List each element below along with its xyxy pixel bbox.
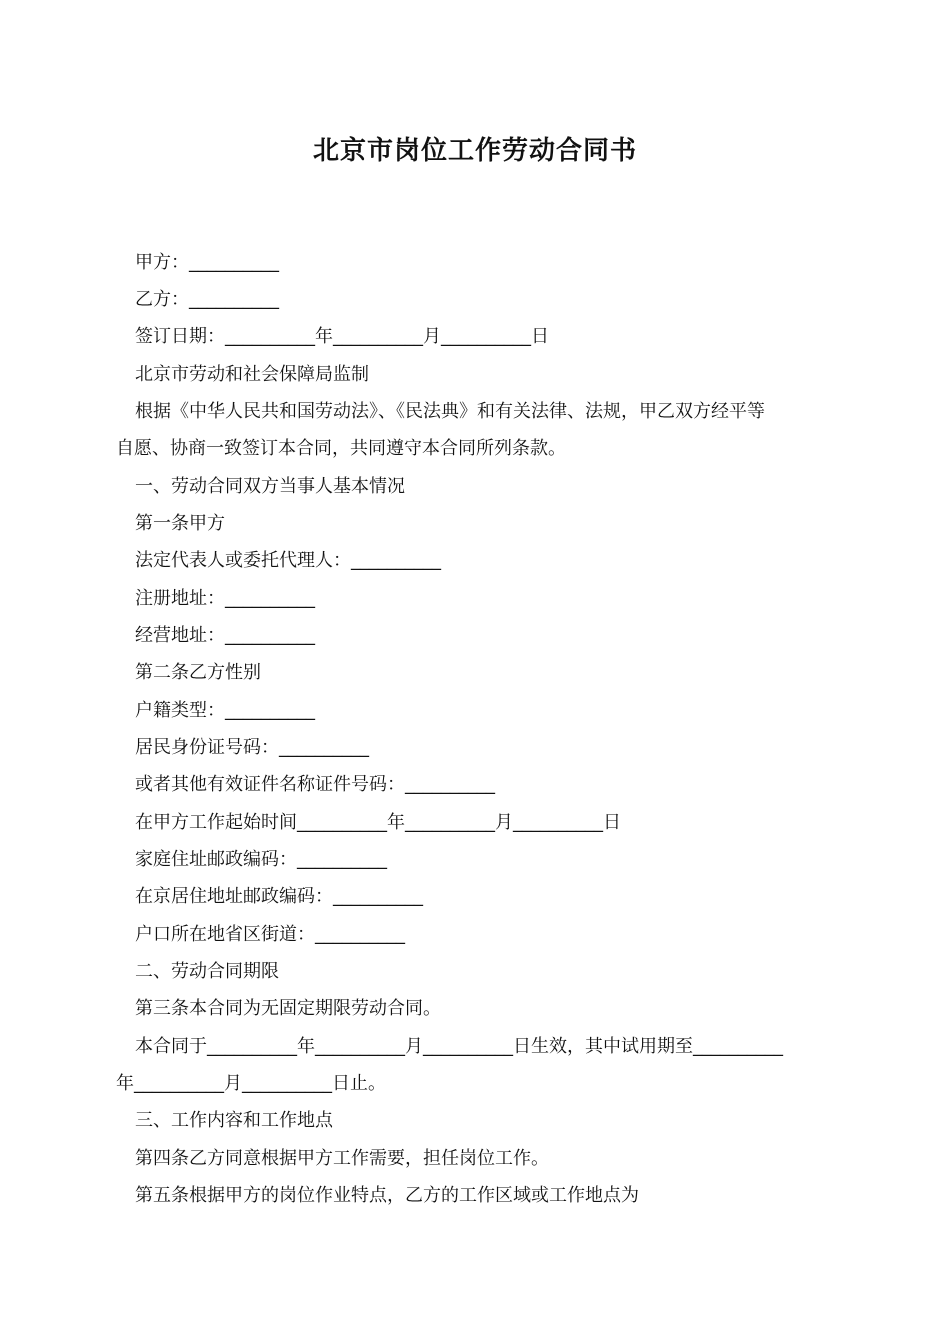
hukou-location-line: 户口所在地省区街道：__________ <box>135 924 405 945</box>
document-title: 北京市岗位工作劳动合同书 <box>312 136 637 166</box>
start-date-line: 在甲方工作起始时间__________年__________月__________日 <box>135 812 621 833</box>
beijing-postcode-line: 在京居住地址邮政编码：__________ <box>135 886 423 907</box>
business-address-line: 经营地址：__________ <box>135 625 315 646</box>
supervisor-line: 北京市劳动和社会保障局监制 <box>135 364 369 385</box>
other-id-line: 或者其他有效证件名称证件号码：__________ <box>135 774 495 795</box>
article-1: 第一条甲方 <box>135 513 225 534</box>
effective-date-line-1: 本合同于__________年__________月__________日生效，其中试用期至__________ <box>135 1036 783 1057</box>
effective-date-line-2: 年__________月__________日止。 <box>116 1073 386 1094</box>
article-4: 第四条乙方同意根据甲方工作需要，担任岗位工作。 <box>135 1148 549 1169</box>
signing-date-line: 签订日期：__________年__________月__________日 <box>135 326 549 347</box>
party-a-line: 甲方：__________ <box>135 252 279 273</box>
section-3-heading: 三、工作内容和工作地点 <box>135 1110 333 1131</box>
household-type-line: 户籍类型：__________ <box>135 700 315 721</box>
article-5: 第五条根据甲方的岗位作业特点，乙方的工作区域或工作地点为 <box>135 1185 639 1206</box>
home-postcode-line: 家庭住址邮政编码：__________ <box>135 849 387 870</box>
legal-representative-line: 法定代表人或委托代理人：__________ <box>135 550 441 571</box>
preamble-line-1: 根据《中华人民共和国劳动法》、《民法典》和有关法律、法规，甲乙双方经平等 <box>135 401 765 422</box>
section-1-heading: 一、劳动合同双方当事人基本情况 <box>135 476 405 497</box>
section-2-heading: 二、劳动合同期限 <box>135 961 279 982</box>
party-b-line: 乙方：__________ <box>135 289 279 310</box>
article-3: 第三条本合同为无固定期限劳动合同。 <box>135 998 441 1019</box>
preamble-line-2: 自愿、协商一致签订本合同，共同遵守本合同所列条款。 <box>116 438 566 459</box>
article-2: 第二条乙方性别 <box>135 662 261 683</box>
registered-address-line: 注册地址：__________ <box>135 588 315 609</box>
id-number-line: 居民身份证号码：__________ <box>135 737 369 758</box>
